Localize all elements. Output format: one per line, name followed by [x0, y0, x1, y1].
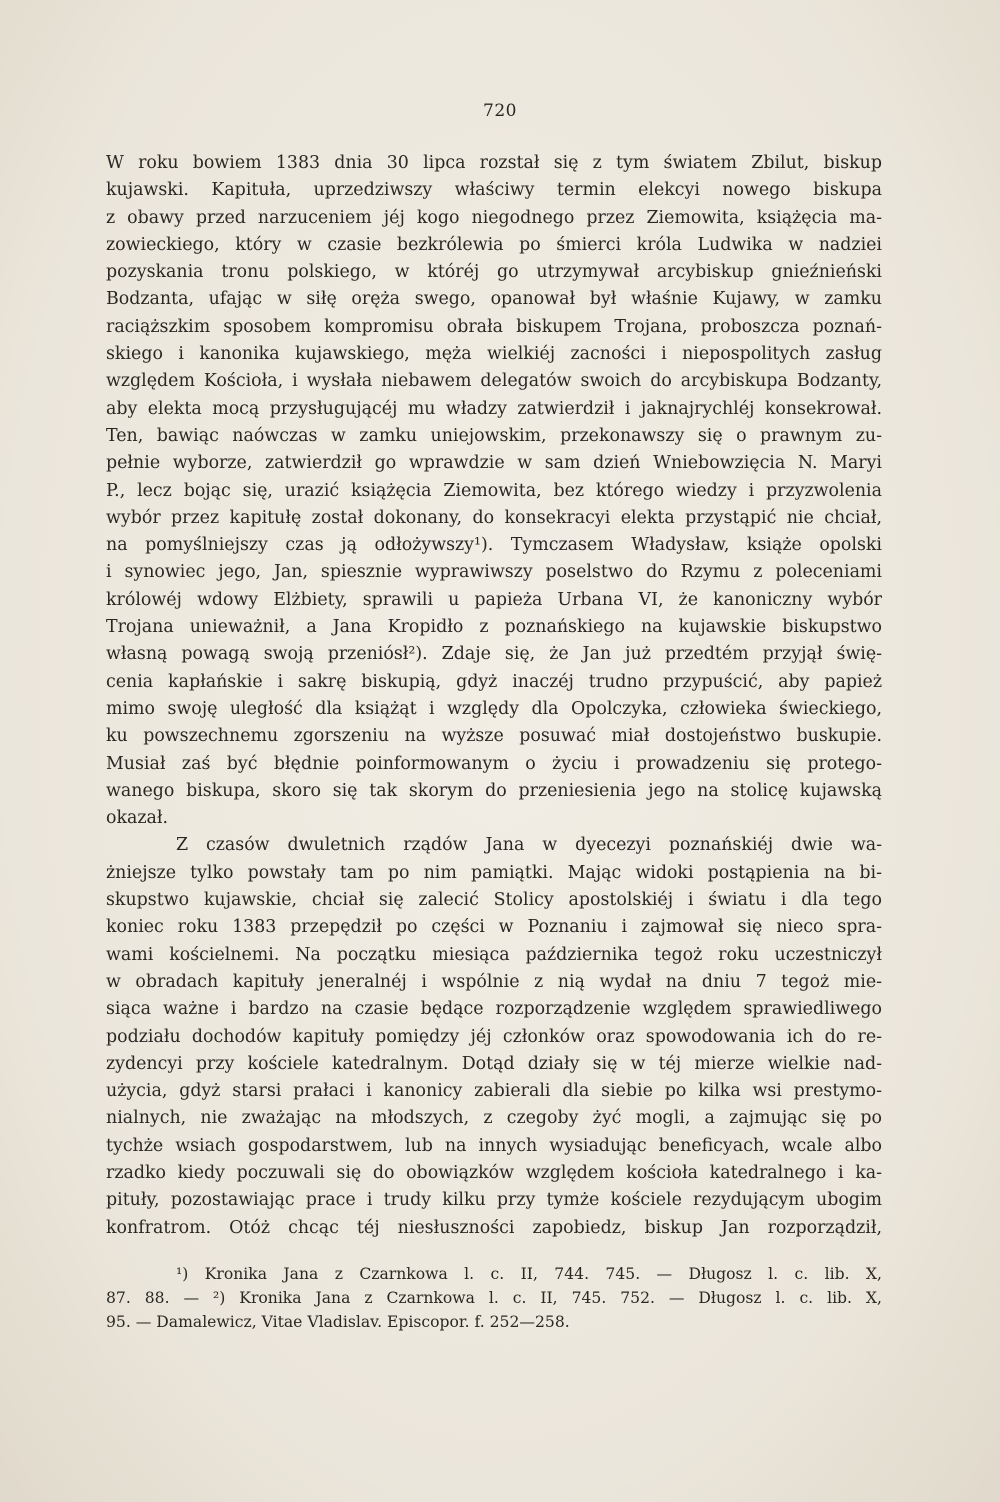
text-line: wami kościelnemi. Na początku miesiąca października tegoż roku uczestniczył	[106, 944, 882, 965]
text-line: mimo swoję uległość dla książąt i względy dla Opolczyka, człowieka świeckiego,	[106, 698, 882, 719]
text-line: konfratrom. Otóż chcąc téj niesłuszności zapobiedz, biskup Jan rozporządził,	[106, 1217, 882, 1238]
footnote-line: 95. — Damalewicz, Vitae Vladislav. Episcopor. f. 252—258.	[106, 1313, 570, 1331]
text-line: koniec roku 1383 przepędził po części w Poznaniu i zajmował się nieco spra-	[106, 917, 882, 938]
text-line: rzadko kiedy poczuwali się do obowiązków względem kościoła katedralnego i ka-	[106, 1162, 882, 1183]
text-line: P., lecz bojąc się, urazić książęcia Ziemowita, bez którego wiedzy i przyzwolenia	[106, 480, 882, 501]
text-line: zowieckiego, który w czasie bezkrólewia po śmierci króla Ludwika w nadziei	[106, 234, 882, 255]
text-line: pozyskania tronu polskiego, w któréj go utrzymywał arcybiskup gnieźnieński	[106, 262, 882, 283]
text-line: pituły, pozostawiając prace i trudy kilku przy tymże kościele rezydującym ubogim	[106, 1190, 882, 1211]
text-line: własną powagą swoją przeniósł²). Zdaje się, że Jan już przedtém przyjął świę-	[106, 644, 882, 665]
text-line: użycia, gdyż starsi prałaci i kanonicy zabierali dla siebie po kilka wsi prestymo-	[106, 1081, 882, 1102]
text-line: żniejsze tylko powstały tam po nim pamiątki. Mając widoki postąpienia na bi-	[106, 862, 882, 883]
text-line: podziału dochodów kapituły pomiędzy jéj członków oraz spowodowania ich do re-	[106, 1026, 882, 1047]
text-line: Trojana unieważnił, a Jana Kropidło z poznańskiego na kujawskie biskupstwo	[106, 617, 882, 638]
text-line: W roku bowiem 1383 dnia 30 lipca rozstał się z tym światem Zbilut, biskup	[106, 153, 882, 173]
text-line: wanego biskupa, skoro się tak skorym do przeniesienia jego na stolicę kujawską	[106, 780, 882, 801]
text-line: tychże wsiach gospodarstwem, lub na innych wysiadując beneficyach, wcale albo	[106, 1135, 882, 1156]
text-line: siąca ważne i bardzo na czasie będące rozporządzenie względem sprawiedliwego	[106, 999, 882, 1020]
text-line: względem Kościoła, i wysłała niebawem delegatów swoich do arcybiskupa Bodzanty,	[106, 371, 882, 392]
text-line: w obradach kapituły jeneralnéj i wspólnie z nią wydał na dniu 7 tegoż mie-	[106, 971, 882, 992]
text-line: na pomyślniejszy czas ją odłożywszy¹). Tymczasem Władysław, książe opolski	[106, 535, 882, 556]
text-line: wybór przez kapitułę został dokonany, do konsekracyi elekta przystąpić nie chciał,	[106, 507, 882, 528]
paragraph-end-line: okazał.	[106, 808, 169, 829]
text-line: cenia kapłańskie i sakrę biskupią, gdyż inaczéj trudno przypuścić, aby papież	[106, 671, 882, 692]
text-line: królowéj wdowy Elżbiety, sprawili u papieża Urbana VI, że kanoniczny wybór	[106, 589, 882, 610]
paragraph-start-line: Z czasów dwuletnich rządów Jana w dyecezyi poznańskiéj dwie wa-	[176, 835, 882, 856]
main-text	[106, 150, 882, 1242]
footnotes	[106, 1262, 882, 1334]
text-line: skiego i kanonika kujawskiego, męża wielkiéj zacności i niepospolitych zasług	[106, 344, 882, 365]
page-number: 720	[483, 101, 517, 121]
text-line: i synowiec jego, Jan, spiesznie wyprawiwszy poselstwo do Rzymu z poleceniami	[106, 562, 882, 583]
text-line: z obawy przed narzuceniem jéj kogo niegodnego przez Ziemowita, książęcia ma-	[106, 207, 882, 228]
text-line: Ten, bawiąc naówczas w zamku uniejowskim, przekonawszy się o prawnym zu-	[106, 425, 882, 446]
text-line: skupstwo kujawskie, chciał się zalecić Stolicy apostolskiéj i światu i dla tego	[106, 890, 882, 911]
text-line: raciąższkim sposobem kompromisu obrała biskupem Trojana, proboszcza poznań-	[106, 316, 882, 337]
text-line: Bodzanta, ufając w siłę oręża swego, opanował był właśnie Kujawy, w zamku	[106, 289, 882, 310]
text-line: aby elekta mocą przysługującéj mu władzy zatwierdził i jaknajrychléj konsekrował.	[106, 398, 882, 419]
text-line: zydencyi przy kościele katedralnym. Dotąd działy się w téj mierze wielkie nad-	[106, 1053, 882, 1074]
text-line: nialnych, nie zważając na młodszych, z czegoby żyć mogli, a zajmując się po	[106, 1108, 882, 1129]
text-line: pełnie wyborze, zatwierdził go wprawdzie w sam dzień Wniebowzięcia N. Maryi	[106, 453, 882, 474]
text-line: Musiał zaś być błędnie poinformowanym o życiu i prowadzeniu się protego-	[106, 753, 882, 774]
footnote-line: ¹) Kronika Jana z Czarnkowa l. c. II, 744. 745. — Długosz l. c. lib. X,	[176, 1265, 882, 1283]
footnote-line: 87. 88. — ²) Kronika Jana z Czarnkowa l. c. II, 745. 752. — Długosz l. c. lib. X,	[106, 1289, 882, 1307]
text-line: kujawski. Kapituła, uprzedziwszy właściwy termin elekcyi nowego biskupa	[106, 180, 882, 201]
text-line: ku powszechnemu zgorszeniu na wyższe posuwać miał dostojeństwo buskupie.	[106, 726, 882, 747]
